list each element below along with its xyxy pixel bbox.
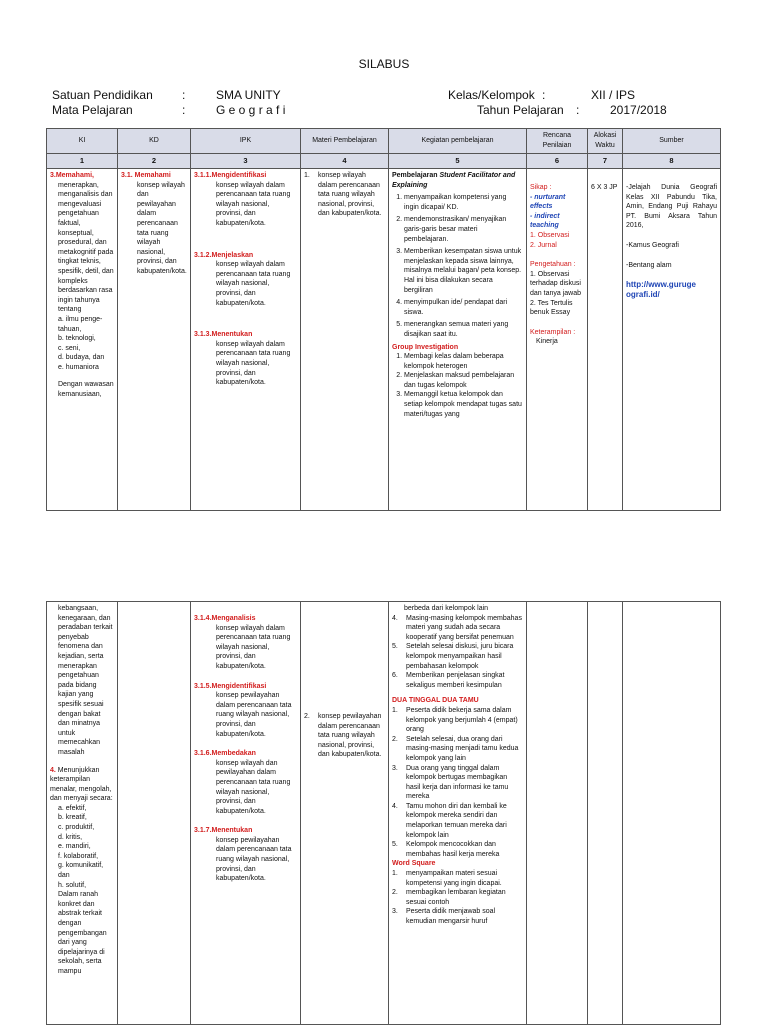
tahun-sep: : [576,103,580,117]
ipk-cell [191,602,301,1025]
list-item: 4. menyimpulkan ide/ pendapat dari siswa. [404,298,523,317]
kd-heading: 3.1. Memahami [121,172,171,179]
satuan-sep: : [182,88,186,102]
col-penilaian: Rencana Penilaian [527,129,588,154]
pengetahuan-label: Pengetahuan : [530,261,576,269]
list-item: 3. Peserta didik menjawab soal kemudian mengarsir huruf [392,908,496,925]
col-number: 3 [191,154,301,169]
kegiatan-cell [389,169,527,511]
col-number: 8 [623,154,721,169]
col-number: 2 [118,154,191,169]
materi-item [304,712,385,760]
observasi-label: 1. Observasi [530,231,570,239]
document-title: SILABUS [358,57,410,71]
item-number: 1. [304,172,310,179]
alokasi-cell [588,602,623,1025]
pengetahuan-item: 2. Tes Tertulis benuk Essay [530,299,573,317]
list-item: 4. Tamu mohon diri dan kembali ke kelompok mereka sendiri dan melaporkan temuan mereka dari kelompok lain [392,802,507,839]
col-number: 7 [588,154,623,169]
ipk-text: konsep wilayah dalam perencanaan tata ruang wilayah nasional, provinsi, dan kabupaten/kota. [216,181,291,227]
col-ki: KI [47,129,118,154]
kd-cell [118,169,191,511]
list-item: c. seni, [58,344,81,352]
sumber-cell [623,602,721,1025]
list-item: h. solutif, [58,881,87,889]
list-item: f. kolaboratif, [58,852,99,860]
sikap-label: Sikap : [530,184,552,191]
sumber-item: -Bentang alam [626,261,672,269]
kd-cell [118,602,191,1025]
list-item: b. teknologi, [58,335,96,343]
ki-text: kebangsaan, kenegaraan, dan peradaban terkait penyebab fenomena dan kejadian, serta menerapkan pengetahuan pada bidang kajian yang spesifik sesuai dengan bakat dan minatnya untuk memecahkan masalah [58,605,113,756]
satuan-value: SMA UNITY [216,88,281,102]
list-item: 1. Peserta didik bekerja sama dalam kelompok yang berjumlah 4 (empat) orang [392,706,518,734]
kd-text: konsep wilayah dan pewilayahan dalam perencanaan tata ruang wilayah nasional, provinsi, dan kabupaten/kota. [137,181,187,275]
kegiatan-model: Student Facilitator and Explaining [392,172,516,189]
ipk-text: konsep pewilayahan dalam perencanaan tata ruang wilayah nasional, provinsi, dan kabupaten/kota. [216,692,292,738]
list-item: 5. Setelah selesai diskusi, juru bicara kelompok menyampaikan hasil pembahasan kelompok [392,643,514,670]
ki-tail: Dalam ranah konkret dan abstrak terkait dengan pengembangan dari yang dipelajarinya di sekolah, serta mampu [58,891,107,975]
column-number-row [47,154,721,169]
jurnal-label: 2. Jurnal [530,241,557,249]
list-item: 3. Memanggil ketua kelompok dan setiap kelompok mendapat tugas satu materi/tugas yang [404,390,523,419]
list-item: b. kreatif, [58,814,87,822]
kelas-value: XII / IPS [591,88,636,102]
kegiatan-continued: berbeda dari kelompok lain [404,605,489,612]
ki-heading: 3.Memahami, [50,172,94,179]
alokasi-value: 6 X 3 JP [591,184,618,191]
alokasi-cell [588,169,623,511]
ipk-heading: 3.1.1.Mengidentifikasi [194,172,267,179]
sikap-item: - indirect teaching [530,212,560,230]
list-item: 1. Membagi kelas dalam beberapa kelompok heterogen [404,352,523,371]
list-item: 5. Kelompok mencocokkan dan membahas hasil kerja mereka [392,841,500,858]
ipk-heading: 3.1.2.Menjelaskan [194,251,254,259]
kegiatan-intro: Pembelajaran Student Facilitator and Explaining [392,172,516,189]
ipk-heading: 3.1.5.Mengidentifikasi [194,682,267,690]
materi-cell [301,602,389,1025]
tahun-value: 2017/2018 [610,103,667,117]
materi-cell [301,169,389,511]
mapel-label: Mata Pelajaran [52,103,133,117]
kelas-label: Kelas/Kelompok [448,88,535,102]
mapel-sep: : [182,103,186,117]
ipk-text: konsep wilayah dalam perencanaan tata ruang wilayah nasional, provinsi, dan kabupaten/kota. [216,624,291,670]
ipk-text: konsep wilayah dalam perencanaan tata ruang wilayah nasional, provinsi, dan kabupaten/kota. [216,340,291,387]
keterampilan-label: Keterampilan : [530,328,576,336]
ipk-text: konsep pewilayahan dalam perencanaan tata ruang wilayah nasional, provinsi, dan kabupaten/kota. [216,836,292,883]
tahun-label: Tahun Pelajaran [477,103,564,117]
list-item: a. ilmu penge-tahuan, [58,315,103,333]
ki-list [50,804,114,890]
list-item: 5. menerangkan semua materi yang disajikan saat itu. [404,320,523,339]
syllabus-table-page1 [46,128,721,511]
sikap-item: - nurturant effects [530,193,566,211]
ki-list [50,315,114,373]
col-ipk: IPK [191,129,301,154]
ipk-text: konsep wilayah dalam perencanaan tata ruang wilayah nasional, provinsi, dan kabupaten/kota. [216,261,291,307]
table-row [47,602,721,1025]
materi-text: konsep pewilayahan dalam perencanaan tata ruang wilayah nasional, provinsi, dan kabupaten/kota. [318,713,382,759]
list-item: 3. Dua orang yang tinggal dalam kelompok bertugas membagikan hasil kerja dan informasi ke tamu mereka [392,764,509,801]
ki-text: Menunjukkan keterampilan menalar, mengolah, dan menyaji secara: [50,766,113,803]
list-item: 2. Menjelaskan maksud pembelajaran dan tugas kelompok [404,371,523,390]
satuan-label: Satuan Pendidikan [52,88,153,102]
list-item: 2. membagikan lembaran kegiatan sesuai contoh [392,889,506,906]
kelas-sep: : [542,88,546,102]
ipk-heading: 3.1.6.Membedakan [194,750,256,758]
materi-text: konsep wilayah dalam perencanaan tata ruang wilayah nasional, provinsi, dan kabupaten/kota. [318,172,382,218]
kegiatan-cell [389,602,527,1025]
ipk-text: konsep wilayah dan pewilayahan dalam perencanaan tata ruang wilayah nasional, provinsi, dan kabupaten/kota. [216,759,291,815]
list-item: e. humaniora [58,363,99,371]
kinerja-label: Kinerja [536,338,558,346]
ipk-heading: 3.1.7.Menentukan [194,827,253,835]
list-item: d. budaya, dan [58,354,105,362]
list-item: 6. Memberikan penjelasan singkat sekaligus memberi kesimpulan [392,672,505,689]
col-sumber: Sumber [623,129,721,154]
ki-text: menerapkan, menganalisis dan mengevaluasi pengetahuan faktual, konseptual, prosedural, dan metakognitif pada tingkat teknis, spesifik, detil, dan kompleks berdasarkan rasa ingin tahunya tentang [58,181,114,314]
sumber-item: -Kamus Geografi [626,241,679,249]
list-item: 1. menyampaikan materi sesuai kompetensi yang ingin dicapai. [392,870,502,887]
list-item: 2. Setelah selesai, dua orang dari masing-masing menjadi tamu kedua kelompok yang lain [392,735,519,762]
ki-item [50,766,114,804]
ki-heading: 4. [50,766,56,774]
group-investigation-title: Group Investigation [392,343,459,351]
col-number: 6 [527,154,588,169]
kegiatan-list [392,193,523,339]
ipk-heading: 3.1.4.Menganalisis [194,615,256,622]
sumber-link[interactable]: http://www.guruge ografi.id/ [626,280,696,299]
ipk-cell [191,169,301,511]
group-list [392,352,523,419]
sumber-cell [623,169,721,511]
syllabus-table-page2 [46,601,721,1025]
penilaian-cell [527,169,588,511]
list-item: a. efektif, [58,804,87,812]
ki-cell [47,169,118,511]
ki-tail: Dengan wawasan kemanusiaan, [58,381,114,399]
dua-tinggal-title: DUA TINGGAL DUA TAMU [392,697,479,705]
item-number: 2. [304,713,310,720]
list-item: c. produktif, [58,824,95,832]
column-header-row [47,129,721,154]
materi-item [304,171,385,219]
col-alokasi: Alokasi Waktu [588,129,623,154]
list-item: 4. Masing-masing kelompok membahas materi yang sudah ada secara kooperatif yang bersifat penemuan [392,614,522,641]
col-kegiatan: Kegiatan pembelajaran [389,129,527,154]
list-item: 3. Memberikan kesempatan siswa untuk menjelaskan kepada siswa lainnya, misalnya melalui bagan/ peta konsep. Hal ini bisa dilakukan secara bergiliran [404,247,523,295]
col-number: 5 [389,154,527,169]
penilaian-cell [527,602,588,1025]
sumber-item: -Jelajah Dunia Geografi Kelas XII Pabundu Tika, Amin, Endang Puji Rahayu PT. Bumi Aksara Tahun 2016, [626,184,717,230]
pengetahuan-item: 1. Observasi terhadap diskusi dan tanya jawab [530,270,581,297]
word-square-title: Word Square [392,860,436,868]
mapel-value: G e o g r a f i [216,103,286,117]
list-item: 2. mendemonstrasikan/ menyajikan garis-garis besar materi pembelajaran. [404,215,523,244]
col-kd: KD [118,129,191,154]
list-item: g. komunikatif, dan [58,862,104,880]
ipk-heading: 3.1.3.Menentukan [194,331,253,339]
ki-cell [47,602,118,1025]
list-item: d. kritis, [58,833,83,841]
col-number: 4 [301,154,389,169]
col-number: 1 [47,154,118,169]
list-item: 1. menyampaikan kompetensi yang ingin dicapai/ KD. [404,193,523,212]
table-row [47,169,721,511]
col-materi: Materi Pembelajaran [301,129,389,154]
list-item: e. mandiri, [58,843,91,851]
